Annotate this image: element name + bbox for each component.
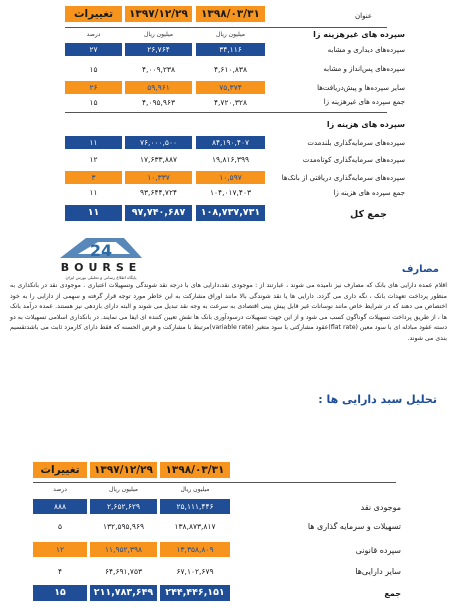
t1-total-label: جمع کل [349,209,387,220]
t1-section1-title: سپرده های غیرهزینه زا [313,30,405,39]
t1-r3-v1398: ۷۵,۳۷۴ [196,81,265,94]
t1-r2-label: سپرده‌های پس‌انداز و مشابه [323,65,405,73]
assets-title: تحلیل سبد دارایی ها : [318,393,437,406]
t1-section1-rule [65,112,387,113]
t2-r4-label: سایر دارایی‌ها [355,567,401,576]
t1-r3-label: سایر سپرده‌ها و پیش‌دریافت‌ها [317,84,405,92]
t1-r6-v1398: ۱۹,۸۱۶,۳۹۹ [212,155,249,164]
expenses-title: مصارف [401,264,439,275]
t1-header-title: عنوان [355,12,372,20]
t2-total-pct: ۱۵ [33,585,87,601]
t1-r8-label: جمع سپرده های هزینه زا [333,189,405,197]
t2-r2-v1397: ۱۳۲,۵۹۵,۹۶۹ [102,522,145,531]
t1-r8-v1397: ۹۳,۶۴۴,۷۲۴ [140,188,177,197]
t1-r6-label: سپرده‌های سرمایه‌گذاری کوتاه‌مدت [302,156,405,164]
t1-r8-pct: ۱۱ [89,188,98,197]
t1-r5-v1398: ۸۴,۱۹۰,۴۰۷ [196,136,265,149]
t2-total-label: جمع [384,589,401,598]
t1-r7-label: سپرده‌های سرمایه‌گذاری دریافتی از بانک‌ها [281,174,405,182]
t2-r2-v1398: ۱۳۸,۸۷۳,۸۱۷ [174,522,216,531]
t2-r3-v1397: ۱۱,۹۵۲,۳۹۸ [90,542,157,557]
t2-header-rule [33,482,396,483]
t2-r3-label: سپرده قانونی [355,546,401,555]
t1-r2-pct: ۱۵ [89,65,98,74]
t1-header-date-1397: ۱۳۹۷/۱۲/۲۹ [125,6,192,22]
t1-r3-pct: ۲۶ [65,81,122,94]
t1-total-v1397: ۹۷,۷۴۰,۶۸۷ [125,205,192,221]
t1-sub-million-1398: میلیون ریال [216,31,245,38]
t2-sub-percent: درصد [53,486,67,493]
t1-r6-pct: ۱۲ [89,155,98,164]
t1-sub-percent: درصد [86,31,101,38]
t1-sub-million-1397: میلیون ریال [144,31,173,38]
t1-r3-v1397: ۵۹,۹۶۱ [125,81,192,94]
t1-r6-v1397: ۱۷,۶۳۳,۸۸۷ [140,155,177,164]
t1-r7-v1398: ۱۰,۵۹۷ [196,171,265,184]
t1-r4-v1398: ۴,۷۲۰,۳۲۸ [214,98,247,107]
t2-r4-pct: ۴ [57,567,63,576]
t1-header-change: تغییرات [65,6,122,22]
t1-r5-pct: ۱۱ [65,136,122,149]
t2-r3-pct: ۱۲ [33,542,87,557]
t1-r7-pct: ۳ [65,171,122,184]
svg-text:BOURSE: BOURSE [60,261,142,274]
t2-r2-pct: ۵ [57,522,63,531]
t1-r1-v1397: ۲۶,۷۶۴ [125,43,192,56]
t1-r7-v1397: ۱۰,۳۳۷ [125,171,192,184]
t2-r4-v1397: ۶۴,۶۹۱,۷۵۳ [105,567,142,576]
t1-r4-v1397: ۴,۰۹۵,۹۶۳ [142,98,175,107]
svg-text:24: 24 [89,241,113,260]
t2-total-v1398: ۲۴۴,۴۴۶,۱۵۱ [160,585,230,601]
t1-total-v1398: ۱۰۸,۷۳۷,۷۳۱ [196,205,265,221]
t2-r3-v1398: ۱۳,۳۵۸,۸۰۹ [160,542,230,557]
t1-total-pct: ۱۱ [65,205,122,221]
t2-header-change: تغییرات [33,462,87,478]
expenses-paragraph: اقلام عمده دارایی های بانک که مصارف نیز نامیده می شوند ، عبارتند از : موجودی نقد،دارایی های با درجه نقد شوندگی وتسهیلات اعتباری . موجودی نقد در بانکداری به منظور پرداخت تعهدات بانک ، نگه داری می گردد. دارایی ها یا نقد شوندگی بالا مانند اوراق مشارکت به این خاطر مورد توجه قرار گرفته و سهمی از دارایی را به خود اختصاص می دهند که در شرایط خاص مانند نوسانات غیر قابل پیش بینی اقتصادی به سرعت به وجه نقد تبدیل می شوند و البته دارای بازدهی نیز هستند. عمده درآمد بانک ها ، از طریق پرداخت تسهیلات گوناگون کسب می شود و از این جهت تسهیلات درسودآوری بانک ها نقش تعیین کننده ای ایفا می نمایند. در بانکداری اسلامی تسهیلات به دو دسته عقود مبادله ای با سود معین (flat rate)عقود مشارکتی با سود متغیر (variable rate)مرتبط با مشارکت و قرض الحسنه که فقط دارای کارمزد ثابت می باشدتقسیم بندی می شوند. [10,282,447,342]
t2-total-v1397: ۲۱۱,۷۸۳,۶۴۹ [90,585,157,601]
svg-text:پایگاه اطلاع رسانی و تحلیلی بو: پایگاه اطلاع رسانی و تحلیلی بورس ایران [65,275,137,280]
t2-sub-million-1398: میلیون ریال [180,486,210,493]
t1-r1-v1398: ۳۴,۱۱۶ [196,43,265,56]
t1-header-rule [65,27,387,28]
t1-r1-label: سپرده‌های دیداری و مشابه [327,46,405,54]
t2-r1-label: موجودی نقد [360,503,401,512]
t2-r1-pct: ۸۸۸ [33,499,87,514]
t1-r4-label: جمع سپرده های غیرهزینه زا [323,98,405,106]
t1-r1-pct: ۲۷ [65,43,122,56]
bourse24-logo-icon [46,232,156,282]
t2-header-date-1397: ۱۳۹۷/۱۲/۲۹ [90,462,157,478]
bourse24-logo [46,232,156,282]
t1-section2-title: سپرده های هزینه زا [326,120,405,129]
t2-r1-v1398: ۲۵,۱۱۱,۴۴۶ [160,499,230,514]
t1-r4-pct: ۱۵ [89,98,98,107]
t2-r2-label: تسهیلات و سرمایه گذاری ها [307,522,401,531]
t2-sub-million-1397: میلیون ریال [109,486,138,493]
t2-r4-v1398: ۶۷,۱۰۲,۶۷۹ [176,567,214,576]
t1-r5-v1397: ۷۶,۰۰۰,۵۰۰ [125,136,192,149]
t1-header-date-1398: ۱۳۹۸/۰۳/۳۱ [196,6,265,22]
t2-r1-v1397: ۲,۶۵۲,۶۲۹ [90,499,157,514]
t1-r8-v1398: ۱۰۴,۰۱۷,۴۰۳ [209,188,252,197]
t1-r2-v1397: ۴,۰۰۹,۲۳۸ [142,65,175,74]
t1-r5-label: سپرده‌های سرمایه‌گذاری بلندمدت [307,139,405,147]
t1-r2-v1398: ۴,۶۱۰,۸۳۸ [214,65,247,74]
t2-header-date-1398: ۱۳۹۸/۰۳/۳۱ [160,462,230,478]
